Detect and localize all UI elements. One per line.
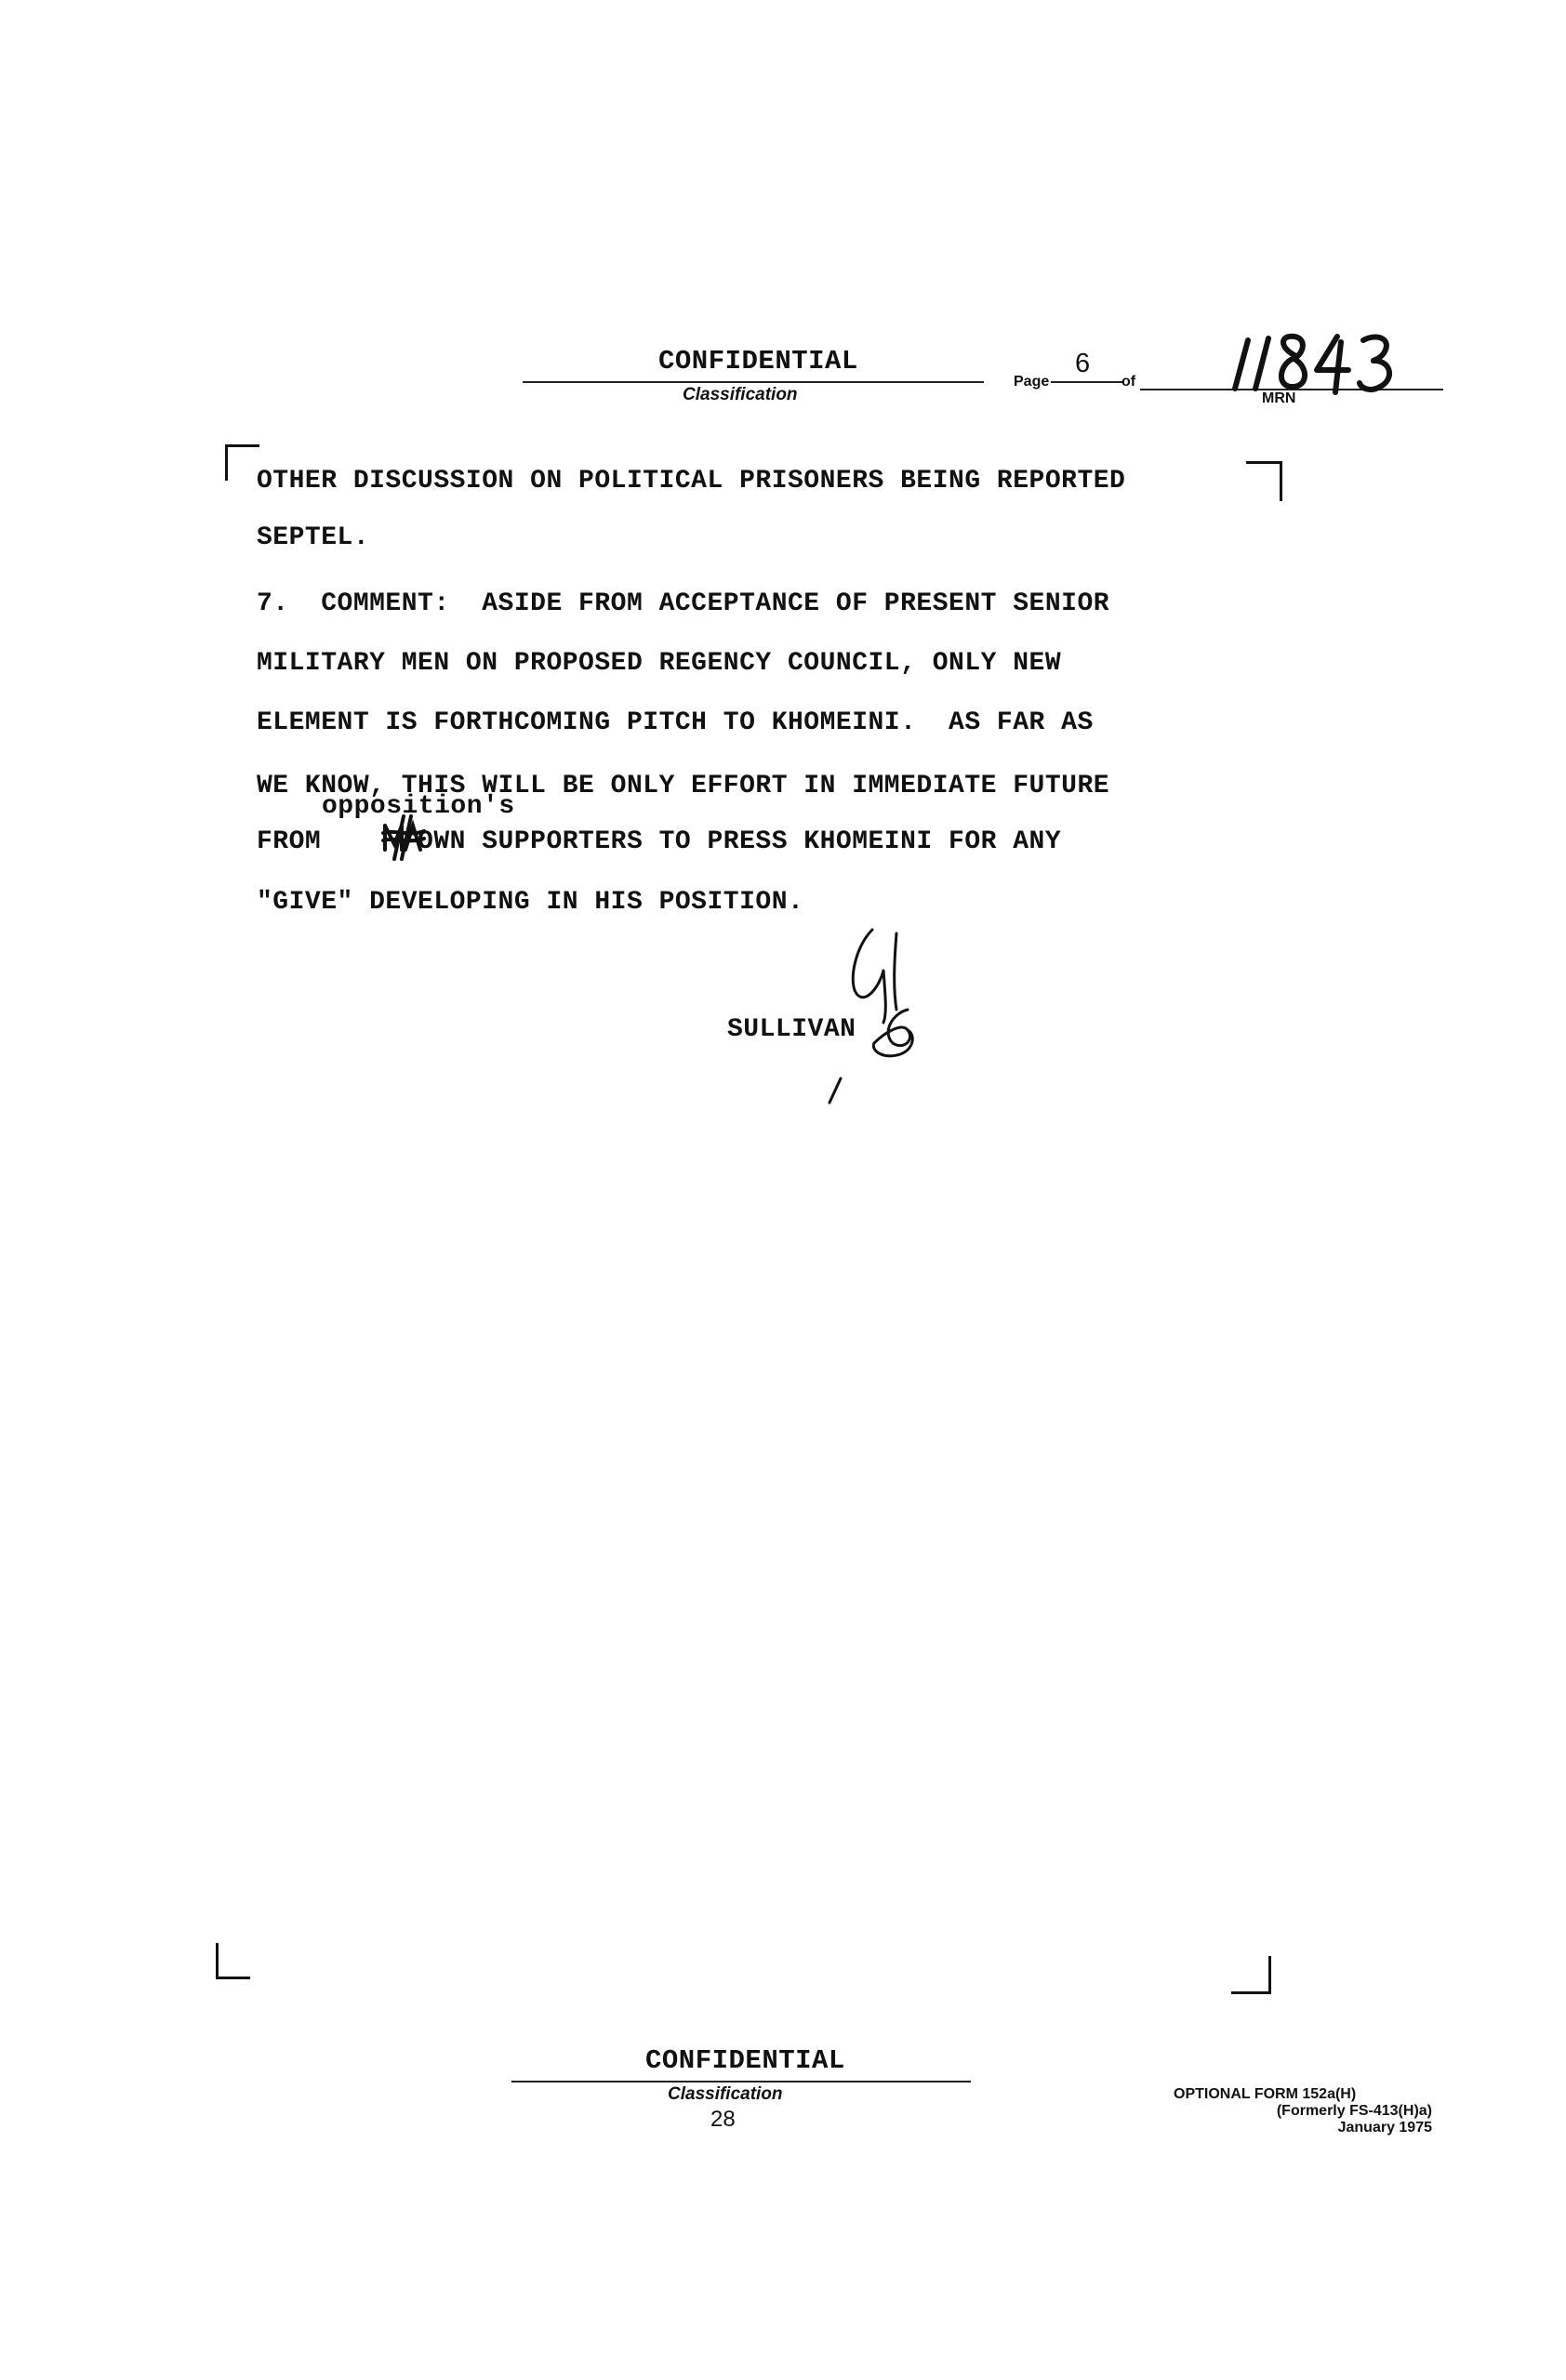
bottom-left-corner-mark bbox=[216, 1943, 250, 1979]
body-line: "GIVE" DEVELOPING IN HIS POSITION. bbox=[257, 888, 804, 917]
header-classification-label: Classification bbox=[683, 385, 798, 404]
top-right-corner-mark bbox=[1246, 461, 1282, 501]
body-line: 7. COMMENT: ASIDE FROM ACCEPTANCE OF PRESENT SENIOR bbox=[257, 589, 1110, 618]
form-date: January 1975 bbox=[1337, 2120, 1432, 2135]
strikeout-scribble bbox=[381, 813, 426, 861]
footer-classification-rule bbox=[511, 2081, 971, 2082]
header-of-label: of bbox=[1121, 374, 1136, 390]
body-line: ELEMENT IS FORTHCOMING PITCH TO KHOMEINI. AS FAR AS bbox=[257, 708, 1094, 737]
header-page-label: Page bbox=[1014, 374, 1050, 390]
footer-classification-text: CONFIDENTIAL bbox=[645, 2045, 845, 2076]
body-line: SEPTEL. bbox=[257, 523, 370, 552]
form-identifier-block bbox=[1174, 2086, 1432, 2136]
handwritten-mrn-number bbox=[1228, 327, 1404, 396]
footer-page-number: 28 bbox=[710, 2107, 736, 2132]
handwritten-signature bbox=[818, 920, 939, 1106]
header-page-number: 6 bbox=[1075, 349, 1091, 378]
form-name: OPTIONAL FORM 152a(H) bbox=[1174, 2086, 1357, 2102]
body-line: FROM OWN SUPPORTERS TO PRESS KHOMEINI FOR ANY bbox=[257, 827, 1062, 856]
header-classification-text: CONFIDENTIAL bbox=[658, 346, 858, 377]
header-mrn-label: MRN bbox=[1262, 390, 1296, 406]
footer-classification-label: Classification bbox=[668, 2084, 783, 2104]
top-left-corner-mark bbox=[225, 444, 259, 481]
form-former-name: (Formerly FS-413(H)a) bbox=[1276, 2103, 1432, 2119]
body-line: OTHER DISCUSSION ON POLITICAL PRISONERS BEING REPORTED bbox=[257, 467, 1126, 496]
header-classification-rule bbox=[523, 381, 984, 383]
typed-insertion: opposition's bbox=[322, 792, 515, 821]
header-page-rule bbox=[1051, 381, 1123, 383]
bottom-right-corner-mark bbox=[1231, 1956, 1271, 1994]
signature-name: SULLIVAN bbox=[727, 1015, 856, 1044]
body-line: WE KNOW, THIS WILL BE ONLY EFFORT IN IMMEDIATE FUTURE bbox=[257, 772, 1110, 800]
body-line: MILITARY MEN ON PROPOSED REGENCY COUNCIL, ONLY NEW bbox=[257, 649, 1062, 678]
